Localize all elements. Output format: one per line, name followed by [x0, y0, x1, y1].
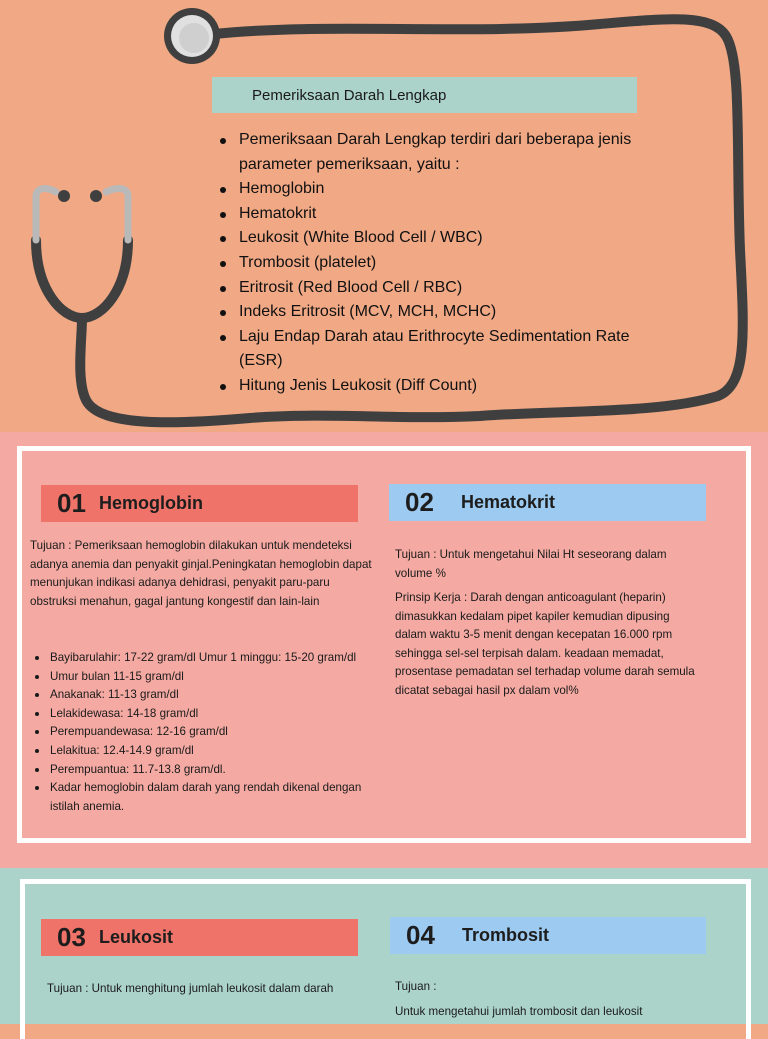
section-name: Hemoglobin: [99, 493, 203, 513]
list-item: Eritrosit (Red Blood Cell / RBC): [218, 276, 638, 301]
list-item: Perempuantua: 11.7-13.8 gram/dl.: [30, 761, 370, 780]
list-item: Hematokrit: [218, 202, 638, 227]
stethoscope-yoke: [36, 240, 128, 318]
section-number: 03: [57, 922, 86, 952]
stethoscope-eartip-left: [58, 190, 70, 202]
section-name: Trombosit: [462, 925, 550, 945]
hematokrit-prinsip: Prinsip Kerja : Darah dengan anticoagulant (heparin) dimasukkan kedalam pipet kapiler kemudian dipusing dalam waktu 3-5 menit dengan kecepatan 16.000 rpm sehingga sel-sel terpisah dalam. keadaan memadat, prosentase pemadatan sel terhadap volume darah semula dicatat sebagai hasil px dalam vol%: [395, 591, 695, 697]
leukosit-tujuan: Tujuan : Untuk menghitung jumlah leukosit dalam darah: [47, 982, 334, 995]
hematokrit-tujuan: Tujuan : Untuk mengetahui Nilai Ht seseorang dalam volume %: [395, 548, 667, 580]
trombosit-tujuan: Tujuan :: [395, 980, 437, 993]
list-item: Kadar hemoglobin dalam darah yang rendah dikenal dengan istilah anemia.: [30, 779, 370, 816]
list-item: Perempuandewasa: 12-16 gram/dl: [30, 723, 370, 742]
list-item: Laju Endap Darah atau Erithrocyte Sedimentation Rate (ESR): [218, 325, 638, 374]
stethoscope-ear-tube-left: [36, 189, 56, 240]
hemoglobin-tujuan: Tujuan : Pemeriksaan hemoglobin dilakukan untuk mendeteksi adanya anemia dan penyakit ginjal.Peningkatan hemoglobin dapat menunjukan indikasi adanya dehidrasi, penyakit paru-paru obstruksi menahun, gagal jantung kongestif dan lain-lain: [30, 539, 372, 608]
section-header-leukosit: [41, 919, 358, 956]
section-number: 02: [405, 487, 434, 517]
list-item: Bayibarulahir: 17-22 gram/dl Umur 1 minggu: 15-20 gram/dl: [30, 649, 370, 668]
section-name: Leukosit: [99, 927, 174, 947]
section-header-hemoglobin: [41, 485, 358, 522]
list-item: Hemoglobin: [218, 177, 638, 202]
page-title: Pemeriksaan Darah Lengkap: [252, 86, 447, 104]
list-item: Anakanak: 11-13 gram/dl: [30, 686, 370, 705]
list-item: Hitung Jenis Leukosit (Diff Count): [218, 374, 638, 399]
stethoscope-ear-tube-right: [106, 189, 128, 240]
trombosit-detail: Untuk mengetahui jumlah trombosit dan leukosit: [395, 1005, 643, 1018]
stethoscope-eartip-right: [90, 190, 102, 202]
list-item: Umur bulan 11-15 gram/dl: [30, 668, 370, 687]
list-item: Lelakitua: 12.4-14.9 gram/dl: [30, 742, 370, 761]
section-number: 04: [406, 920, 435, 950]
list-item: Lelakidewasa: 14-18 gram/dl: [30, 705, 370, 724]
section-header-hematokrit: [389, 484, 706, 521]
section-number: 01: [57, 488, 86, 518]
parameter-list: [218, 128, 638, 399]
title-bar: [212, 77, 637, 113]
hemoglobin-values: [30, 649, 370, 816]
section-header-trombosit: [390, 917, 706, 954]
list-item: Indeks Eritrosit (MCV, MCH, MCHC): [218, 300, 638, 325]
section-name: Hematokrit: [461, 492, 556, 512]
list-item: Trombosit (platelet): [218, 251, 638, 276]
list-item: Pemeriksaan Darah Lengkap terdiri dari beberapa jenis parameter pemeriksaan, yaitu :: [218, 128, 638, 177]
list-item: Leukosit (White Blood Cell / WBC): [218, 226, 638, 251]
